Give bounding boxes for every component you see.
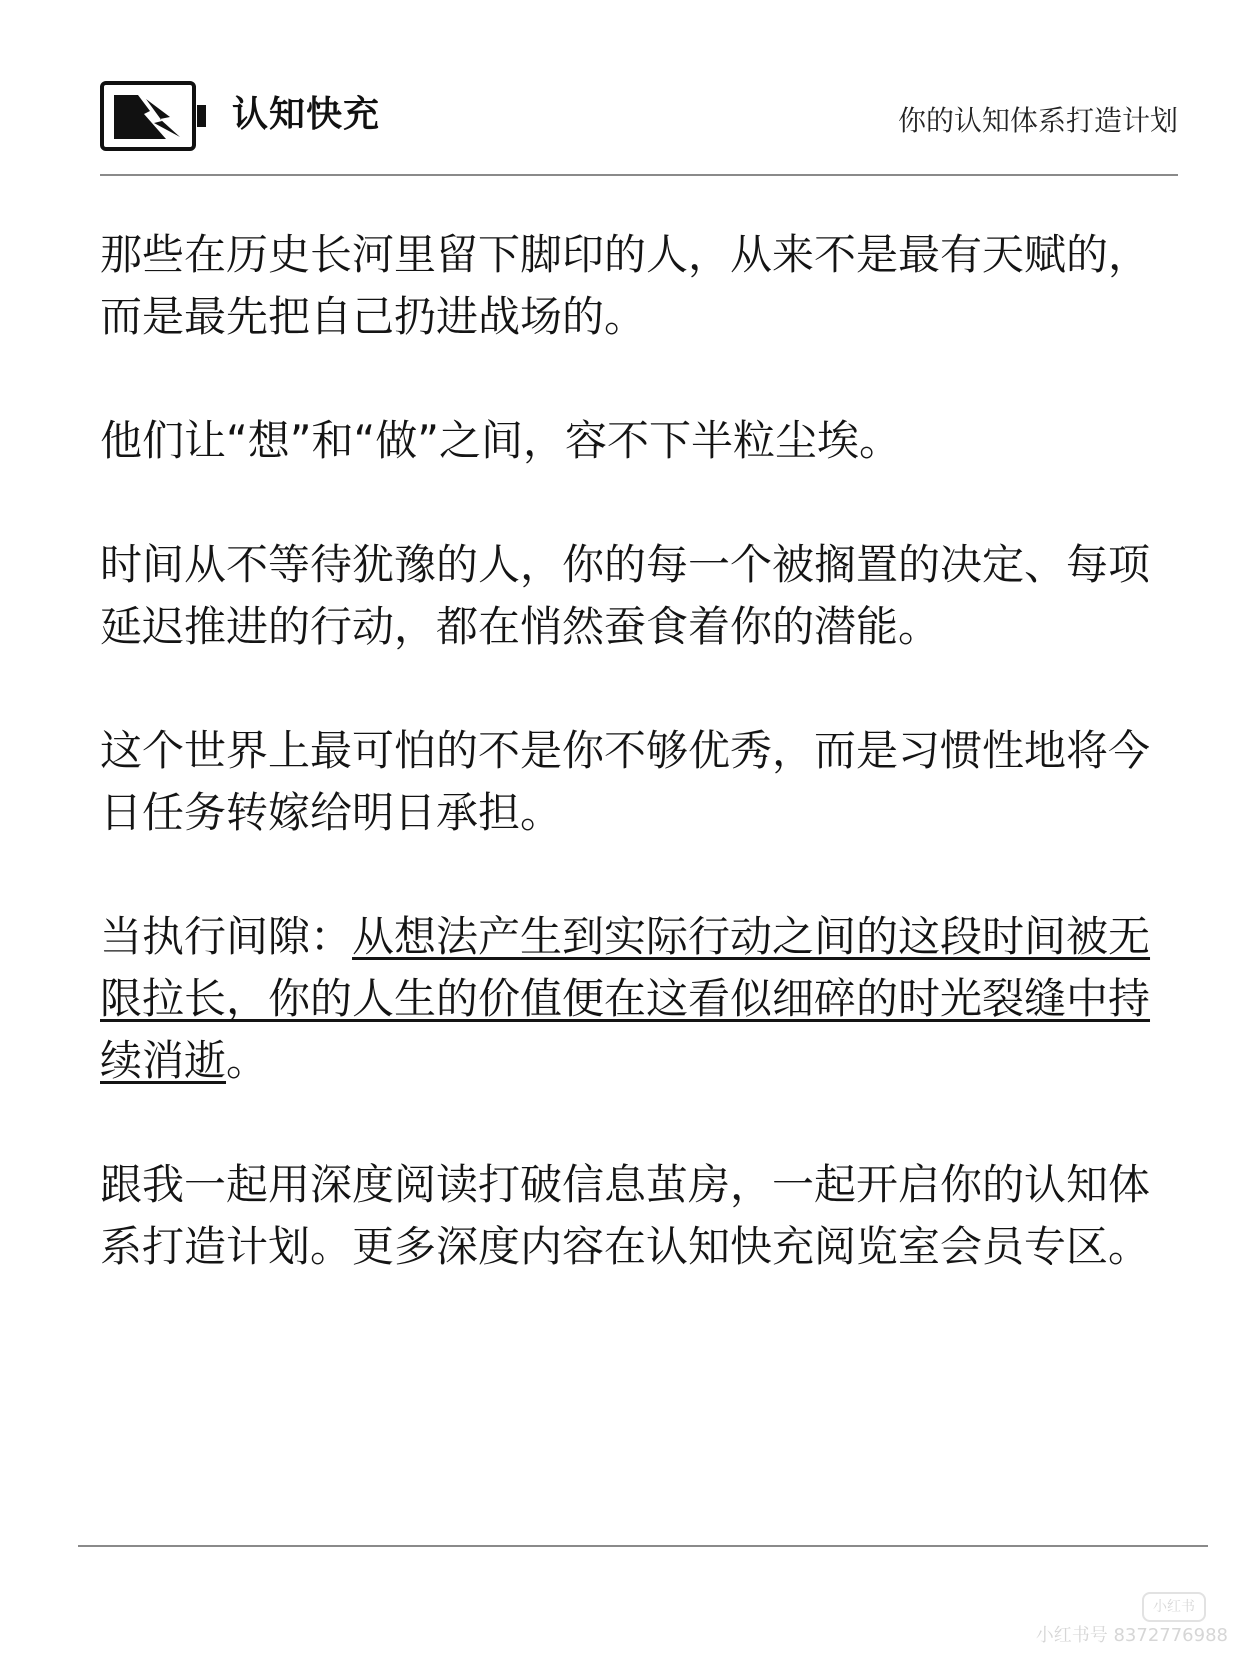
paragraph-1: 那些在历史长河里留下脚印的人，从来不是最有天赋的，而是最先把自己扔进战场的。 (100, 230, 1151, 341)
bottom-divider (78, 1545, 1208, 1547)
paragraph-6: 跟我一起用深度阅读打破信息茧房，一起开启你的认知体系打造计划。更多深度内容在认知快充阅览室会员专区。 (100, 1160, 1151, 1271)
top-divider (100, 174, 1178, 176)
paragraph-2: 他们让“想”和“做”之间，容不下半粒尘埃。 (100, 416, 902, 465)
paragraph-5 (100, 906, 1178, 1092)
header (100, 76, 1178, 156)
article-body (100, 224, 1178, 1340)
watermark (998, 1592, 1228, 1652)
paragraph-5-suffix: 。 (226, 1036, 269, 1085)
paragraph-5-prefix: 当执行间隙： (100, 912, 353, 961)
underlined-definition: 从想法产生到实际行动之间的这段时间被无限拉长，你的人生的价值便在这看似细碎的时光裂缝中持续消逝 (100, 912, 1151, 1085)
header-tagline: 你的认知体系打造计划 (897, 104, 1178, 137)
watermark-logo: 小红书 (1142, 1592, 1206, 1622)
battery-lightning-icon (100, 81, 212, 153)
watermark-id: 小红书号 8372776988 (1035, 1625, 1228, 1646)
brand-name: 认知快充 (232, 93, 381, 135)
paragraph-4: 这个世界上最可怕的不是你不够优秀，而是习惯性地将今日任务转嫁给明日承担。 (100, 726, 1151, 837)
paragraph-3: 时间从不等待犹豫的人，你的每一个被搁置的决定、每项延迟推进的行动，都在悄然蚕食着你的潜能。 (100, 540, 1151, 651)
